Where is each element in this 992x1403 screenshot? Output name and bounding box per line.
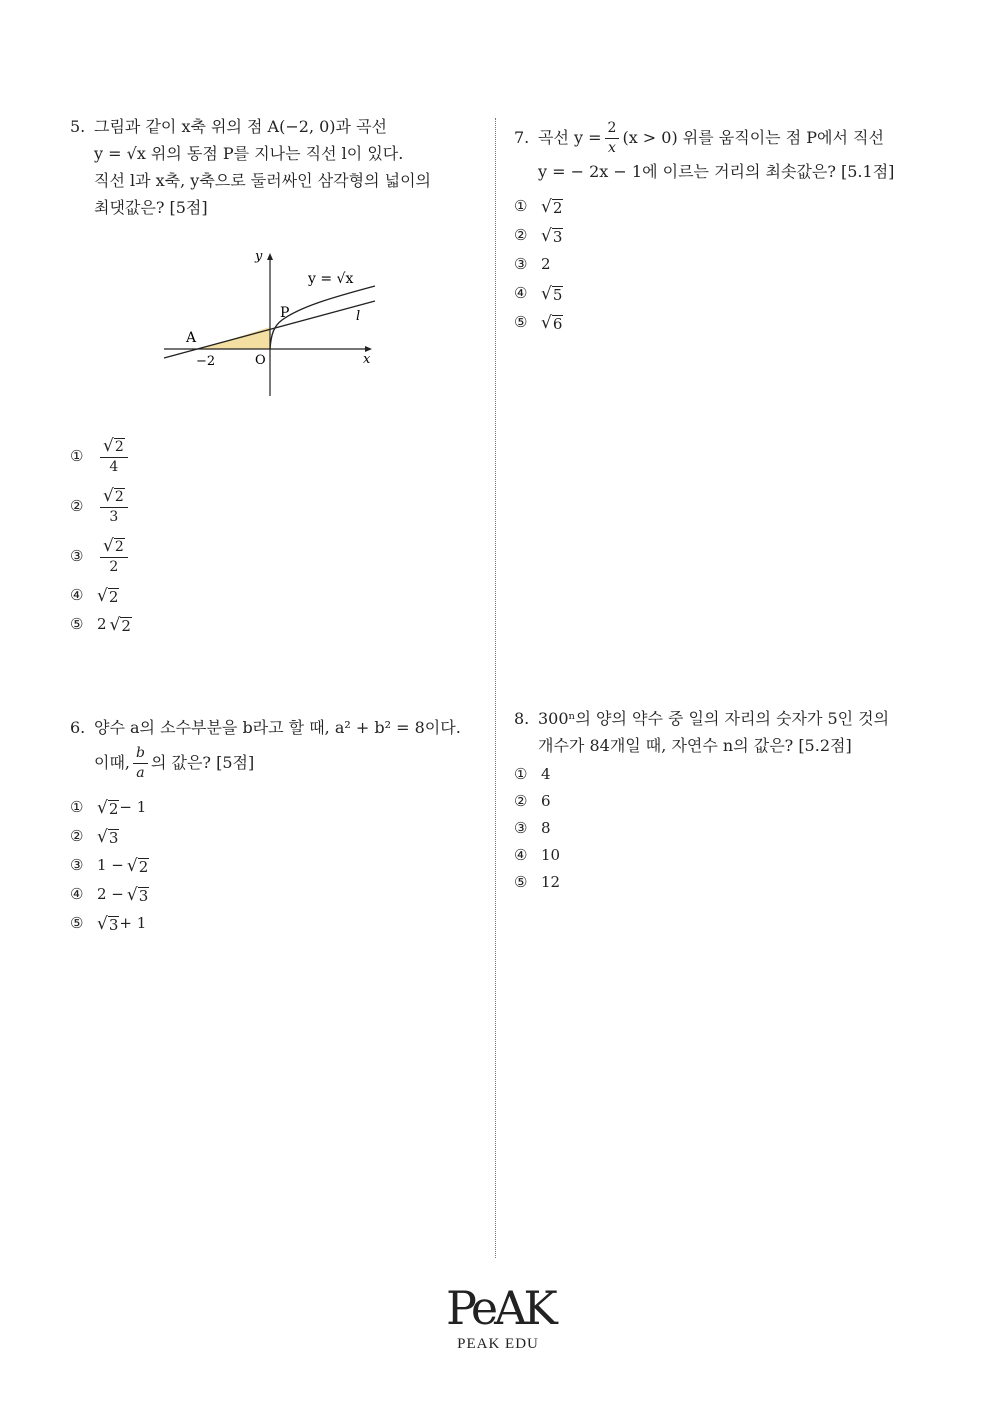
tick-neg2-label: −2 [196,354,216,369]
choice-1[interactable] [70,793,149,822]
choice-4[interactable] [70,581,132,610]
radicand: 2 [138,857,149,876]
choice-2[interactable] [70,481,132,531]
radicand: 2 [108,587,119,606]
question-7 [514,116,934,185]
choice-text: 10 [541,846,561,864]
sqrt: √ 3 [541,225,563,246]
logo-subtitle: PEAK EDU [457,1336,539,1352]
radicand: 3 [552,227,563,246]
denominator: 3 [109,508,119,525]
choice-mark: ② [70,827,84,845]
question-text: 그림과 같이 x축 위의 점 A(−2, 0)과 곡선 [94,117,387,136]
coefficient: 2 [97,615,107,633]
column-divider [495,118,496,1258]
sqrt: √ 2 [97,797,119,818]
radicand: 3 [108,915,119,934]
choice-3[interactable] [514,250,563,279]
choice-5[interactable] [514,869,560,896]
radicand: 2 [114,438,124,455]
numerator: 2 [605,118,620,139]
question-text: (x > 0) 위를 움직이는 점 P에서 직선 [622,127,884,147]
point-a-label: A [186,330,197,346]
choice-text: 2 [541,255,551,273]
sqrt: √ 5 [541,283,563,304]
choice-mark: ② [514,226,528,244]
choice-5[interactable] [70,610,132,639]
choice-mark: ③ [70,546,84,565]
x-axis-label: x [363,352,371,367]
q7-choices [514,192,563,337]
fraction [133,743,148,782]
choice-mark: ③ [514,255,528,273]
y-axis-label: y [255,249,263,264]
choice-mark: ① [70,798,84,816]
denominator: a [136,764,145,781]
peak-edu-logo [446,1281,554,1353]
choice-text: 6 [541,792,551,810]
q8-choices [514,761,560,896]
question-text: 이때, [94,752,130,772]
question-text: y = − 2x − 1에 이르는 거리의 최솟값은? [5.1점] [538,162,895,181]
point-p-label: P [280,305,290,321]
sqrt: √ 2 [109,614,131,635]
question-8 [514,705,934,759]
q6-choices [70,793,149,938]
question-text: 의 값은? [5점] [150,752,255,772]
choice-mark: ② [514,792,528,810]
question-text: 최댓값은? [5점] [94,198,208,217]
choice-4[interactable] [514,279,563,308]
denominator: 4 [109,458,119,475]
choice-mark: ⑤ [514,313,528,331]
choice-mark: ④ [70,586,84,604]
question-6 [70,714,485,783]
choice-1[interactable] [514,192,563,221]
curve-label: y = √x [308,271,354,287]
radicand: 5 [552,285,563,304]
question-text: 300ⁿ의 양의 약수 중 일의 자리의 숫자가 5인 것의 [538,709,890,728]
question-text: 곡선 y = [538,127,602,147]
choice-text: − 1 [119,798,147,816]
sqrt: √ 2 [541,196,563,217]
choice-4[interactable] [514,842,560,869]
choice-3[interactable] [70,851,149,880]
radicand: 3 [138,886,149,905]
radicand: 2 [114,538,124,555]
choice-mark: ④ [70,885,84,903]
question-text: 양수 a의 소수부분을 b라고 할 때, a² + b² = 8이다. [94,718,461,737]
radicand: 2 [108,799,119,818]
question-text: 개수가 84개일 때, 자연수 n의 값은? [5.2점] [538,736,852,755]
fraction [605,118,620,157]
question-number: 7. [514,127,530,147]
sqrt: √ 3 [126,884,149,905]
sqrt: √ 3 [97,826,119,847]
fraction: √ 2 4 [100,437,128,476]
choice-4[interactable] [70,880,149,909]
question-number: 5. [70,117,86,136]
logo-brand: PeAK [446,1281,554,1335]
radicand: 2 [121,616,131,635]
choice-2[interactable] [514,221,563,250]
choice-text: 12 [541,873,561,891]
sqrt: √ 6 [541,312,563,333]
q5-graph-figure [160,244,390,404]
choice-mark: ① [514,765,528,783]
choice-mark: ④ [514,846,528,864]
fraction: √ 2 3 [100,487,128,526]
y-axis-arrow [267,253,273,260]
line-l-label: l [356,309,361,324]
choice-text: 8 [541,819,551,837]
question-text: y = √x 위의 동점 P를 지나는 직선 l이 있다. [94,144,404,163]
choice-3[interactable] [70,531,132,581]
radicand: 2 [114,488,124,505]
choice-mark: ① [70,446,84,465]
fraction: √ 2 2 [100,537,128,576]
denominator: 2 [109,558,119,575]
choice-mark: ⑤ [70,615,84,633]
choice-3[interactable] [514,815,560,842]
choice-2[interactable] [514,788,560,815]
question-5 [70,113,480,221]
choice-mark: ⑤ [70,914,84,932]
sqrt: √ 2 [126,855,149,876]
radicand: 3 [108,828,119,847]
choice-mark: ① [514,197,528,215]
choice-mark: ③ [514,819,528,837]
choice-mark: ② [70,496,84,515]
choice-text: 4 [541,765,551,783]
choice-2[interactable] [70,822,149,851]
origin-label: O [255,353,266,368]
sqrt: √ 2 [97,585,119,606]
question-text: 직선 l과 x축, y축으로 둘러싸인 삼각형의 넓이의 [94,171,431,190]
choice-1[interactable] [514,761,560,788]
radicand: 2 [552,198,563,217]
choice-5[interactable] [514,308,563,337]
radicand: 6 [552,314,563,333]
choice-text: + 1 [119,914,147,932]
choice-1[interactable] [70,431,132,481]
choice-mark: ④ [514,284,528,302]
question-number: 6. [70,718,86,737]
q5-choices [70,431,132,639]
numerator: b [133,743,148,764]
choice-text: 2 − [97,885,124,903]
choice-5[interactable] [70,909,149,938]
choice-mark: ③ [70,856,84,874]
choice-text: 1 − [97,856,124,874]
denominator: x [608,139,616,156]
choice-mark: ⑤ [514,873,528,891]
question-number: 8. [514,709,530,728]
sqrt: √ 3 [97,913,119,934]
